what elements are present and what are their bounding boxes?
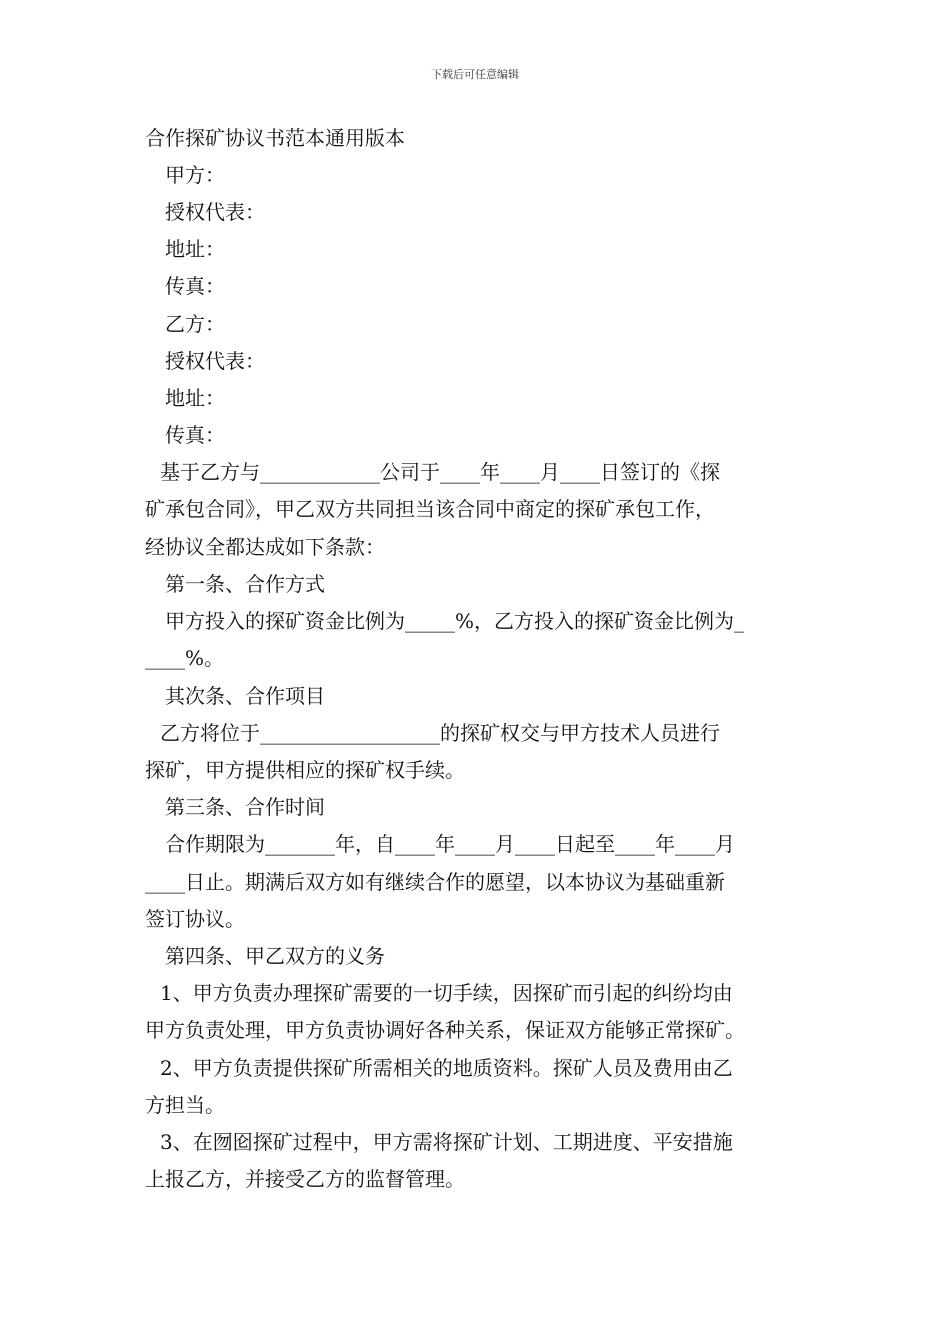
party-a-address: 地址： — [165, 237, 225, 261]
preamble-line: 基于乙方与____________公司于____年____月____日签订的《探 — [160, 460, 720, 484]
article-text: ____日止。期满后双方如有继续合作的愿望，以本协议为基础重新 — [145, 870, 725, 894]
article-text: ____%。 — [145, 646, 225, 670]
party-a-representative: 授权代表： — [165, 200, 265, 224]
party-b-representative: 授权代表： — [165, 349, 265, 373]
article-text: 签订协议。 — [145, 907, 245, 931]
article-text: 乙方将位于__________________的探矿权交与甲方技术人员进行 — [160, 721, 720, 745]
article-text: 甲方投入的探矿资金比例为_____%，乙方投入的探矿资金比例为_ — [165, 609, 745, 633]
article-text: 2、甲方负责提供探矿所需相关的地质资料。探矿人员及费用由乙 — [160, 1056, 733, 1080]
article-text: 3、在囫囵探矿过程中，甲方需将探矿计划、工期进度、平安措施 — [160, 1130, 733, 1154]
party-a-fax: 传真： — [165, 274, 225, 298]
article-heading: 第四条、甲乙双方的义务 — [165, 944, 385, 968]
page-header-note: 下载后可任意编辑 — [431, 68, 519, 81]
article-heading: 第一条、合作方式 — [165, 572, 325, 596]
party-b-fax: 传真： — [165, 423, 225, 447]
preamble-line: 经协议全都达成如下条款： — [145, 535, 385, 559]
article-text: 方担当。 — [145, 1093, 225, 1117]
article-text: 合作期限为_______年，自____年____月____日起至____年____月 — [165, 832, 735, 856]
party-b-address: 地址： — [165, 386, 225, 410]
article-text: 1、甲方负责办理探矿需要的一切手续，因探矿而引起的纠纷均由 — [160, 981, 733, 1005]
preamble-line: 矿承包合同》，甲乙双方共同担当该合同中商定的探矿承包工作， — [145, 497, 715, 521]
article-text: 甲方负责处理，甲方负责协调好各种关系，保证双方能够正常探矿。 — [145, 1018, 745, 1042]
document-title: 合作探矿协议书范本通用版本 — [145, 126, 405, 150]
article-heading: 第三条、合作时间 — [165, 795, 325, 819]
article-text: 上报乙方，并接受乙方的监督管理。 — [145, 1167, 465, 1191]
article-text: 探矿，甲方提供相应的探矿权手续。 — [145, 758, 465, 782]
party-a-label: 甲方： — [165, 163, 225, 187]
party-b-label: 乙方： — [165, 312, 225, 336]
article-heading: 其次条、合作项目 — [165, 684, 325, 708]
